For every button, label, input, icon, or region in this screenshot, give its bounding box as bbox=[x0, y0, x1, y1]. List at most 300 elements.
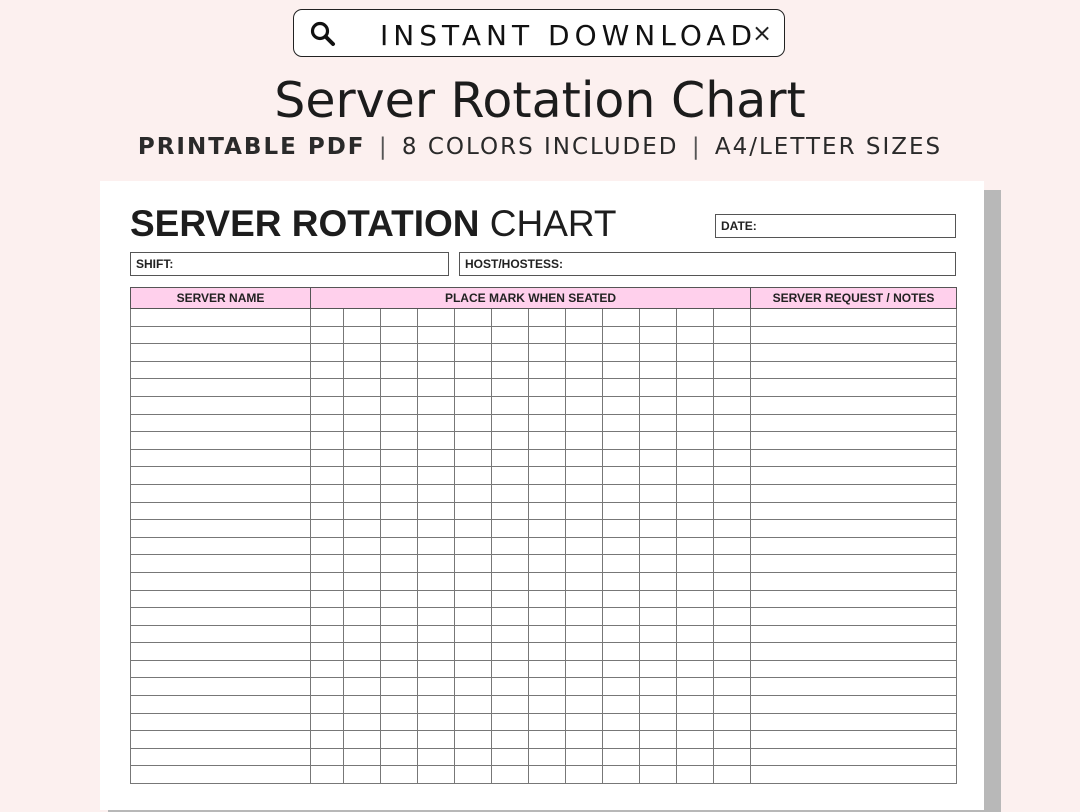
mark-cell[interactable] bbox=[344, 766, 381, 784]
mark-cell[interactable] bbox=[381, 520, 418, 538]
mark-cell[interactable] bbox=[714, 572, 751, 590]
mark-cell[interactable] bbox=[311, 678, 344, 696]
mark-cell[interactable] bbox=[455, 309, 492, 327]
mark-cell[interactable] bbox=[640, 678, 677, 696]
mark-cell[interactable] bbox=[714, 590, 751, 608]
mark-cell[interactable] bbox=[603, 361, 640, 379]
mark-cell[interactable] bbox=[311, 432, 344, 450]
mark-cell[interactable] bbox=[418, 520, 455, 538]
mark-cell[interactable] bbox=[566, 537, 603, 555]
mark-cell[interactable] bbox=[603, 449, 640, 467]
mark-cell[interactable] bbox=[529, 537, 566, 555]
mark-cell[interactable] bbox=[714, 625, 751, 643]
mark-cell[interactable] bbox=[381, 748, 418, 766]
mark-cell[interactable] bbox=[677, 449, 714, 467]
mark-cell[interactable] bbox=[677, 590, 714, 608]
mark-cell[interactable] bbox=[344, 678, 381, 696]
mark-cell[interactable] bbox=[492, 484, 529, 502]
notes-cell[interactable] bbox=[751, 572, 957, 590]
mark-cell[interactable] bbox=[714, 748, 751, 766]
mark-cell[interactable] bbox=[455, 326, 492, 344]
server-name-cell[interactable] bbox=[131, 660, 311, 678]
mark-cell[interactable] bbox=[566, 432, 603, 450]
mark-cell[interactable] bbox=[311, 660, 344, 678]
server-name-cell[interactable] bbox=[131, 484, 311, 502]
server-name-cell[interactable] bbox=[131, 432, 311, 450]
mark-cell[interactable] bbox=[640, 361, 677, 379]
mark-cell[interactable] bbox=[381, 379, 418, 397]
mark-cell[interactable] bbox=[640, 414, 677, 432]
mark-cell[interactable] bbox=[603, 748, 640, 766]
mark-cell[interactable] bbox=[418, 396, 455, 414]
mark-cell[interactable] bbox=[455, 520, 492, 538]
mark-cell[interactable] bbox=[492, 414, 529, 432]
mark-cell[interactable] bbox=[455, 678, 492, 696]
mark-cell[interactable] bbox=[344, 502, 381, 520]
mark-cell[interactable] bbox=[381, 608, 418, 626]
mark-cell[interactable] bbox=[492, 537, 529, 555]
mark-cell[interactable] bbox=[529, 344, 566, 362]
mark-cell[interactable] bbox=[418, 643, 455, 661]
mark-cell[interactable] bbox=[603, 309, 640, 327]
mark-cell[interactable] bbox=[455, 590, 492, 608]
mark-cell[interactable] bbox=[603, 344, 640, 362]
mark-cell[interactable] bbox=[311, 467, 344, 485]
mark-cell[interactable] bbox=[381, 484, 418, 502]
mark-cell[interactable] bbox=[418, 449, 455, 467]
mark-cell[interactable] bbox=[529, 713, 566, 731]
mark-cell[interactable] bbox=[566, 467, 603, 485]
close-icon[interactable]: × bbox=[751, 19, 773, 47]
server-name-cell[interactable] bbox=[131, 361, 311, 379]
mark-cell[interactable] bbox=[381, 678, 418, 696]
mark-cell[interactable] bbox=[714, 414, 751, 432]
mark-cell[interactable] bbox=[529, 625, 566, 643]
mark-cell[interactable] bbox=[455, 766, 492, 784]
mark-cell[interactable] bbox=[714, 484, 751, 502]
mark-cell[interactable] bbox=[418, 731, 455, 749]
mark-cell[interactable] bbox=[418, 467, 455, 485]
mark-cell[interactable] bbox=[455, 731, 492, 749]
mark-cell[interactable] bbox=[492, 520, 529, 538]
server-name-cell[interactable] bbox=[131, 467, 311, 485]
mark-cell[interactable] bbox=[311, 361, 344, 379]
host-field[interactable] bbox=[459, 252, 956, 276]
mark-cell[interactable] bbox=[418, 590, 455, 608]
mark-cell[interactable] bbox=[529, 608, 566, 626]
notes-cell[interactable] bbox=[751, 696, 957, 714]
mark-cell[interactable] bbox=[677, 643, 714, 661]
mark-cell[interactable] bbox=[344, 590, 381, 608]
mark-cell[interactable] bbox=[603, 713, 640, 731]
mark-cell[interactable] bbox=[677, 414, 714, 432]
mark-cell[interactable] bbox=[344, 731, 381, 749]
mark-cell[interactable] bbox=[381, 555, 418, 573]
notes-cell[interactable] bbox=[751, 379, 957, 397]
notes-cell[interactable] bbox=[751, 396, 957, 414]
mark-cell[interactable] bbox=[640, 467, 677, 485]
mark-cell[interactable] bbox=[529, 467, 566, 485]
mark-cell[interactable] bbox=[714, 449, 751, 467]
mark-cell[interactable] bbox=[418, 660, 455, 678]
notes-cell[interactable] bbox=[751, 520, 957, 538]
mark-cell[interactable] bbox=[492, 766, 529, 784]
notes-cell[interactable] bbox=[751, 731, 957, 749]
notes-cell[interactable] bbox=[751, 361, 957, 379]
mark-cell[interactable] bbox=[677, 537, 714, 555]
mark-cell[interactable] bbox=[344, 625, 381, 643]
mark-cell[interactable] bbox=[603, 555, 640, 573]
mark-cell[interactable] bbox=[492, 396, 529, 414]
mark-cell[interactable] bbox=[529, 731, 566, 749]
mark-cell[interactable] bbox=[381, 361, 418, 379]
mark-cell[interactable] bbox=[677, 572, 714, 590]
mark-cell[interactable] bbox=[418, 713, 455, 731]
mark-cell[interactable] bbox=[566, 643, 603, 661]
mark-cell[interactable] bbox=[603, 414, 640, 432]
mark-cell[interactable] bbox=[640, 766, 677, 784]
mark-cell[interactable] bbox=[566, 713, 603, 731]
mark-cell[interactable] bbox=[566, 449, 603, 467]
mark-cell[interactable] bbox=[381, 696, 418, 714]
notes-cell[interactable] bbox=[751, 608, 957, 626]
mark-cell[interactable] bbox=[529, 449, 566, 467]
mark-cell[interactable] bbox=[418, 484, 455, 502]
mark-cell[interactable] bbox=[344, 696, 381, 714]
mark-cell[interactable] bbox=[492, 748, 529, 766]
mark-cell[interactable] bbox=[677, 432, 714, 450]
mark-cell[interactable] bbox=[418, 766, 455, 784]
mark-cell[interactable] bbox=[603, 432, 640, 450]
mark-cell[interactable] bbox=[640, 643, 677, 661]
notes-cell[interactable] bbox=[751, 326, 957, 344]
notes-cell[interactable] bbox=[751, 484, 957, 502]
mark-cell[interactable] bbox=[311, 379, 344, 397]
mark-cell[interactable] bbox=[418, 537, 455, 555]
mark-cell[interactable] bbox=[566, 625, 603, 643]
server-name-cell[interactable] bbox=[131, 555, 311, 573]
mark-cell[interactable] bbox=[381, 396, 418, 414]
mark-cell[interactable] bbox=[381, 537, 418, 555]
mark-cell[interactable] bbox=[566, 590, 603, 608]
mark-cell[interactable] bbox=[311, 696, 344, 714]
server-name-cell[interactable] bbox=[131, 379, 311, 397]
mark-cell[interactable] bbox=[418, 326, 455, 344]
server-name-cell[interactable] bbox=[131, 309, 311, 327]
mark-cell[interactable] bbox=[311, 643, 344, 661]
mark-cell[interactable] bbox=[603, 766, 640, 784]
mark-cell[interactable] bbox=[640, 344, 677, 362]
mark-cell[interactable] bbox=[492, 696, 529, 714]
mark-cell[interactable] bbox=[603, 484, 640, 502]
mark-cell[interactable] bbox=[714, 520, 751, 538]
mark-cell[interactable] bbox=[640, 625, 677, 643]
mark-cell[interactable] bbox=[311, 555, 344, 573]
mark-cell[interactable] bbox=[714, 309, 751, 327]
mark-cell[interactable] bbox=[640, 449, 677, 467]
mark-cell[interactable] bbox=[455, 713, 492, 731]
mark-cell[interactable] bbox=[492, 608, 529, 626]
mark-cell[interactable] bbox=[566, 572, 603, 590]
mark-cell[interactable] bbox=[344, 361, 381, 379]
mark-cell[interactable] bbox=[566, 748, 603, 766]
mark-cell[interactable] bbox=[455, 660, 492, 678]
mark-cell[interactable] bbox=[714, 396, 751, 414]
mark-cell[interactable] bbox=[344, 309, 381, 327]
mark-cell[interactable] bbox=[714, 344, 751, 362]
mark-cell[interactable] bbox=[566, 766, 603, 784]
notes-cell[interactable] bbox=[751, 467, 957, 485]
mark-cell[interactable] bbox=[566, 520, 603, 538]
mark-cell[interactable] bbox=[344, 344, 381, 362]
mark-cell[interactable] bbox=[529, 696, 566, 714]
mark-cell[interactable] bbox=[344, 520, 381, 538]
mark-cell[interactable] bbox=[344, 555, 381, 573]
mark-cell[interactable] bbox=[677, 748, 714, 766]
mark-cell[interactable] bbox=[455, 484, 492, 502]
mark-cell[interactable] bbox=[492, 467, 529, 485]
mark-cell[interactable] bbox=[492, 555, 529, 573]
mark-cell[interactable] bbox=[640, 309, 677, 327]
mark-cell[interactable] bbox=[529, 502, 566, 520]
mark-cell[interactable] bbox=[640, 502, 677, 520]
mark-cell[interactable] bbox=[381, 625, 418, 643]
mark-cell[interactable] bbox=[418, 344, 455, 362]
mark-cell[interactable] bbox=[640, 660, 677, 678]
mark-cell[interactable] bbox=[677, 678, 714, 696]
server-name-cell[interactable] bbox=[131, 748, 311, 766]
server-name-cell[interactable] bbox=[131, 537, 311, 555]
mark-cell[interactable] bbox=[640, 396, 677, 414]
notes-cell[interactable] bbox=[751, 449, 957, 467]
mark-cell[interactable] bbox=[344, 660, 381, 678]
mark-cell[interactable] bbox=[566, 660, 603, 678]
search-icon[interactable] bbox=[310, 21, 336, 47]
mark-cell[interactable] bbox=[714, 731, 751, 749]
server-name-cell[interactable] bbox=[131, 572, 311, 590]
mark-cell[interactable] bbox=[529, 326, 566, 344]
mark-cell[interactable] bbox=[640, 432, 677, 450]
mark-cell[interactable] bbox=[640, 379, 677, 397]
server-name-cell[interactable] bbox=[131, 766, 311, 784]
mark-cell[interactable] bbox=[381, 590, 418, 608]
mark-cell[interactable] bbox=[529, 414, 566, 432]
mark-cell[interactable] bbox=[603, 537, 640, 555]
mark-cell[interactable] bbox=[311, 590, 344, 608]
notes-cell[interactable] bbox=[751, 678, 957, 696]
notes-cell[interactable] bbox=[751, 625, 957, 643]
mark-cell[interactable] bbox=[714, 678, 751, 696]
server-name-cell[interactable] bbox=[131, 590, 311, 608]
mark-cell[interactable] bbox=[640, 713, 677, 731]
mark-cell[interactable] bbox=[418, 432, 455, 450]
mark-cell[interactable] bbox=[455, 344, 492, 362]
mark-cell[interactable] bbox=[714, 766, 751, 784]
mark-cell[interactable] bbox=[492, 572, 529, 590]
mark-cell[interactable] bbox=[311, 731, 344, 749]
mark-cell[interactable] bbox=[381, 643, 418, 661]
mark-cell[interactable] bbox=[529, 572, 566, 590]
mark-cell[interactable] bbox=[529, 766, 566, 784]
mark-cell[interactable] bbox=[381, 713, 418, 731]
mark-cell[interactable] bbox=[640, 748, 677, 766]
mark-cell[interactable] bbox=[566, 361, 603, 379]
mark-cell[interactable] bbox=[344, 608, 381, 626]
mark-cell[interactable] bbox=[311, 344, 344, 362]
mark-cell[interactable] bbox=[311, 309, 344, 327]
mark-cell[interactable] bbox=[640, 555, 677, 573]
mark-cell[interactable] bbox=[714, 467, 751, 485]
mark-cell[interactable] bbox=[381, 449, 418, 467]
mark-cell[interactable] bbox=[311, 572, 344, 590]
mark-cell[interactable] bbox=[677, 396, 714, 414]
mark-cell[interactable] bbox=[714, 432, 751, 450]
mark-cell[interactable] bbox=[677, 361, 714, 379]
server-name-cell[interactable] bbox=[131, 520, 311, 538]
mark-cell[interactable] bbox=[381, 432, 418, 450]
mark-cell[interactable] bbox=[566, 379, 603, 397]
mark-cell[interactable] bbox=[344, 326, 381, 344]
notes-cell[interactable] bbox=[751, 502, 957, 520]
mark-cell[interactable] bbox=[529, 643, 566, 661]
mark-cell[interactable] bbox=[640, 537, 677, 555]
mark-cell[interactable] bbox=[492, 590, 529, 608]
notes-cell[interactable] bbox=[751, 590, 957, 608]
notes-cell[interactable] bbox=[751, 432, 957, 450]
mark-cell[interactable] bbox=[529, 361, 566, 379]
mark-cell[interactable] bbox=[529, 555, 566, 573]
mark-cell[interactable] bbox=[640, 572, 677, 590]
mark-cell[interactable] bbox=[418, 572, 455, 590]
mark-cell[interactable] bbox=[640, 520, 677, 538]
mark-cell[interactable] bbox=[311, 625, 344, 643]
mark-cell[interactable] bbox=[418, 748, 455, 766]
mark-cell[interactable] bbox=[714, 555, 751, 573]
mark-cell[interactable] bbox=[603, 696, 640, 714]
mark-cell[interactable] bbox=[311, 326, 344, 344]
mark-cell[interactable] bbox=[311, 608, 344, 626]
mark-cell[interactable] bbox=[492, 432, 529, 450]
mark-cell[interactable] bbox=[677, 696, 714, 714]
mark-cell[interactable] bbox=[603, 396, 640, 414]
server-name-cell[interactable] bbox=[131, 414, 311, 432]
mark-cell[interactable] bbox=[492, 643, 529, 661]
mark-cell[interactable] bbox=[418, 414, 455, 432]
mark-cell[interactable] bbox=[492, 309, 529, 327]
server-name-cell[interactable] bbox=[131, 625, 311, 643]
mark-cell[interactable] bbox=[714, 713, 751, 731]
notes-cell[interactable] bbox=[751, 766, 957, 784]
mark-cell[interactable] bbox=[714, 608, 751, 626]
mark-cell[interactable] bbox=[603, 467, 640, 485]
mark-cell[interactable] bbox=[381, 731, 418, 749]
mark-cell[interactable] bbox=[566, 309, 603, 327]
mark-cell[interactable] bbox=[603, 660, 640, 678]
mark-cell[interactable] bbox=[455, 396, 492, 414]
mark-cell[interactable] bbox=[492, 379, 529, 397]
mark-cell[interactable] bbox=[492, 625, 529, 643]
server-name-cell[interactable] bbox=[131, 731, 311, 749]
mark-cell[interactable] bbox=[344, 748, 381, 766]
mark-cell[interactable] bbox=[566, 484, 603, 502]
mark-cell[interactable] bbox=[455, 379, 492, 397]
mark-cell[interactable] bbox=[344, 537, 381, 555]
mark-cell[interactable] bbox=[381, 766, 418, 784]
mark-cell[interactable] bbox=[381, 326, 418, 344]
mark-cell[interactable] bbox=[677, 555, 714, 573]
mark-cell[interactable] bbox=[344, 484, 381, 502]
mark-cell[interactable] bbox=[455, 572, 492, 590]
mark-cell[interactable] bbox=[640, 590, 677, 608]
mark-cell[interactable] bbox=[566, 555, 603, 573]
mark-cell[interactable] bbox=[455, 432, 492, 450]
notes-cell[interactable] bbox=[751, 660, 957, 678]
mark-cell[interactable] bbox=[311, 766, 344, 784]
mark-cell[interactable] bbox=[640, 326, 677, 344]
server-name-cell[interactable] bbox=[131, 696, 311, 714]
mark-cell[interactable] bbox=[455, 449, 492, 467]
date-field[interactable] bbox=[715, 214, 956, 238]
mark-cell[interactable] bbox=[311, 520, 344, 538]
notes-cell[interactable] bbox=[751, 555, 957, 573]
mark-cell[interactable] bbox=[677, 766, 714, 784]
mark-cell[interactable] bbox=[677, 467, 714, 485]
server-name-cell[interactable] bbox=[131, 713, 311, 731]
mark-cell[interactable] bbox=[603, 678, 640, 696]
mark-cell[interactable] bbox=[566, 396, 603, 414]
mark-cell[interactable] bbox=[529, 396, 566, 414]
mark-cell[interactable] bbox=[566, 502, 603, 520]
mark-cell[interactable] bbox=[492, 361, 529, 379]
mark-cell[interactable] bbox=[344, 713, 381, 731]
mark-cell[interactable] bbox=[714, 502, 751, 520]
server-name-cell[interactable] bbox=[131, 678, 311, 696]
mark-cell[interactable] bbox=[418, 555, 455, 573]
mark-cell[interactable] bbox=[311, 449, 344, 467]
mark-cell[interactable] bbox=[640, 696, 677, 714]
mark-cell[interactable] bbox=[677, 309, 714, 327]
mark-cell[interactable] bbox=[455, 502, 492, 520]
mark-cell[interactable] bbox=[640, 484, 677, 502]
mark-cell[interactable] bbox=[603, 326, 640, 344]
mark-cell[interactable] bbox=[492, 713, 529, 731]
mark-cell[interactable] bbox=[603, 379, 640, 397]
mark-cell[interactable] bbox=[677, 608, 714, 626]
mark-cell[interactable] bbox=[492, 449, 529, 467]
mark-cell[interactable] bbox=[677, 660, 714, 678]
mark-cell[interactable] bbox=[344, 432, 381, 450]
mark-cell[interactable] bbox=[344, 449, 381, 467]
mark-cell[interactable] bbox=[455, 361, 492, 379]
mark-cell[interactable] bbox=[311, 414, 344, 432]
notes-cell[interactable] bbox=[751, 643, 957, 661]
mark-cell[interactable] bbox=[714, 660, 751, 678]
mark-cell[interactable] bbox=[529, 660, 566, 678]
mark-cell[interactable] bbox=[566, 678, 603, 696]
mark-cell[interactable] bbox=[566, 326, 603, 344]
mark-cell[interactable] bbox=[455, 643, 492, 661]
notes-cell[interactable] bbox=[751, 309, 957, 327]
mark-cell[interactable] bbox=[311, 713, 344, 731]
search-bar[interactable] bbox=[293, 9, 785, 57]
notes-cell[interactable] bbox=[751, 537, 957, 555]
mark-cell[interactable] bbox=[603, 502, 640, 520]
mark-cell[interactable] bbox=[529, 520, 566, 538]
mark-cell[interactable] bbox=[418, 361, 455, 379]
mark-cell[interactable] bbox=[455, 414, 492, 432]
mark-cell[interactable] bbox=[529, 309, 566, 327]
mark-cell[interactable] bbox=[677, 344, 714, 362]
